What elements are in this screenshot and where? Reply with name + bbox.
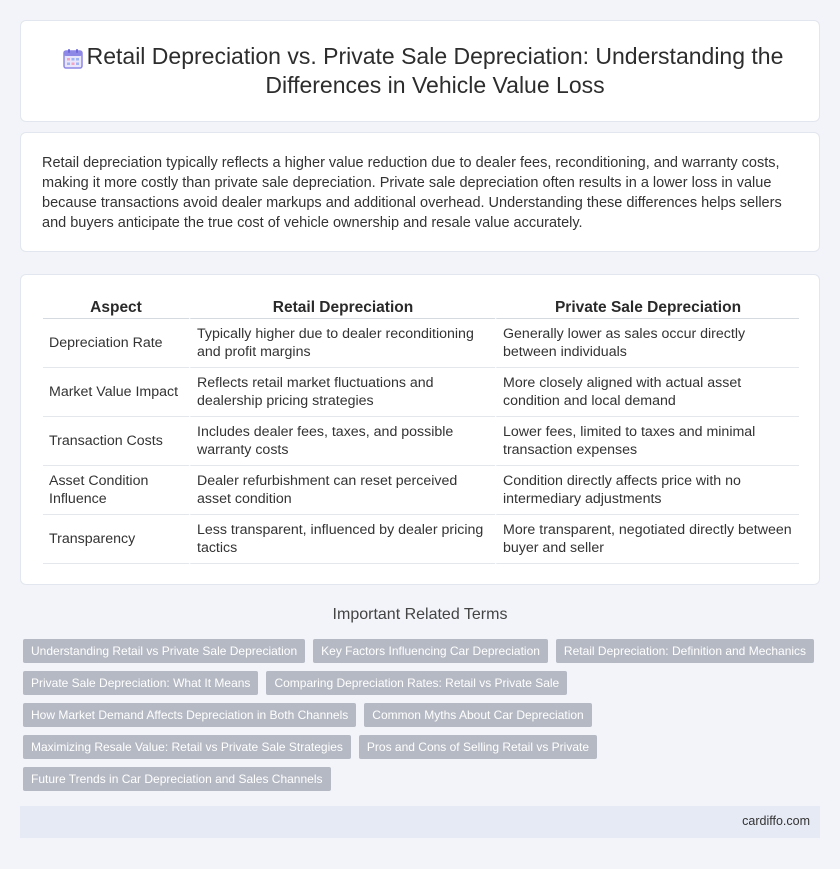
column-header-aspect: Aspect [43, 295, 189, 319]
page-title: Retail Depreciation vs. Private Sale Depreciation: Understanding the Differences in Vehicle Value Loss [86, 43, 784, 98]
column-header-private: Private Sale Depreciation [495, 295, 799, 319]
comparison-table [43, 295, 799, 564]
intro-card [20, 132, 820, 252]
related-terms-heading: Important Related Terms [332, 606, 508, 623]
related-term-tag[interactable]: How Market Demand Affects Depreciation in Both Channels [23, 703, 356, 727]
comparison-table-card [20, 274, 820, 585]
table-cell-retail: Less transparent, influenced by dealer pricing tactics [189, 515, 495, 564]
footer-site-link[interactable]: cardiffo.com [742, 814, 810, 828]
related-term-tag[interactable]: Private Sale Depreciation: What It Means [23, 671, 258, 695]
table-row [43, 417, 799, 466]
table-row [43, 368, 799, 417]
table-cell-retail: Includes dealer fees, taxes, and possible warranty costs [189, 417, 495, 466]
related-term-tag[interactable]: Key Factors Influencing Car Depreciation [313, 639, 548, 663]
table-cell-aspect: Market Value Impact [43, 368, 189, 417]
tag-row [23, 703, 823, 735]
table-cell-retail: Dealer refurbishment can reset perceived asset condition [189, 466, 495, 515]
related-term-tag[interactable]: Comparing Depreciation Rates: Retail vs Private Sale [266, 671, 567, 695]
table-cell-private: Lower fees, limited to taxes and minimal transaction expenses [495, 417, 799, 466]
table-header-row [43, 295, 799, 319]
table-cell-aspect: Transparency [43, 515, 189, 564]
intro-paragraph: Retail depreciation typically reflects a higher value reduction due to dealer fees, reconditioning, and warranty costs, making it more costly than private sale depreciation. Private sale depreciation often results in a lower loss in value because transactions avoid dealer markups and additional overhead. Understanding these differences helps sellers and buyers anticipate the true cost of vehicle ownership and resale value accurately. [42, 155, 782, 231]
related-term-tag[interactable]: Understanding Retail vs Private Sale Depreciation [23, 639, 305, 663]
table-cell-aspect: Asset Condition Influence [43, 466, 189, 515]
tag-row [23, 767, 823, 799]
table-cell-retail: Typically higher due to dealer reconditioning and profit margins [189, 319, 495, 368]
related-term-tag[interactable]: Retail Depreciation: Definition and Mechanics [556, 639, 814, 663]
table-cell-private: Condition directly affects price with no intermediary adjustments [495, 466, 799, 515]
table-row [43, 466, 799, 515]
table-row [43, 319, 799, 368]
related-terms-list [23, 639, 823, 799]
related-term-tag[interactable]: Pros and Cons of Selling Retail vs Private [359, 735, 597, 759]
column-header-retail: Retail Depreciation [189, 295, 495, 319]
table-cell-aspect: Transaction Costs [43, 417, 189, 466]
table-cell-private: More closely aligned with actual asset condition and local demand [495, 368, 799, 417]
table-cell-private: More transparent, negotiated directly between buyer and seller [495, 515, 799, 564]
tag-row [23, 735, 823, 767]
tag-row [23, 639, 823, 671]
table-row [43, 515, 799, 564]
title-card [20, 20, 820, 122]
tag-row [23, 671, 823, 703]
related-term-tag[interactable]: Future Trends in Car Depreciation and Sales Channels [23, 767, 331, 791]
table-cell-retail: Reflects retail market fluctuations and dealership pricing strategies [189, 368, 495, 417]
footer [20, 806, 820, 838]
related-term-tag[interactable]: Common Myths About Car Depreciation [364, 703, 591, 727]
table-cell-private: Generally lower as sales occur directly between individuals [495, 319, 799, 368]
table-cell-aspect: Depreciation Rate [43, 319, 189, 368]
related-term-tag[interactable]: Maximizing Resale Value: Retail vs Private Sale Strategies [23, 735, 351, 759]
